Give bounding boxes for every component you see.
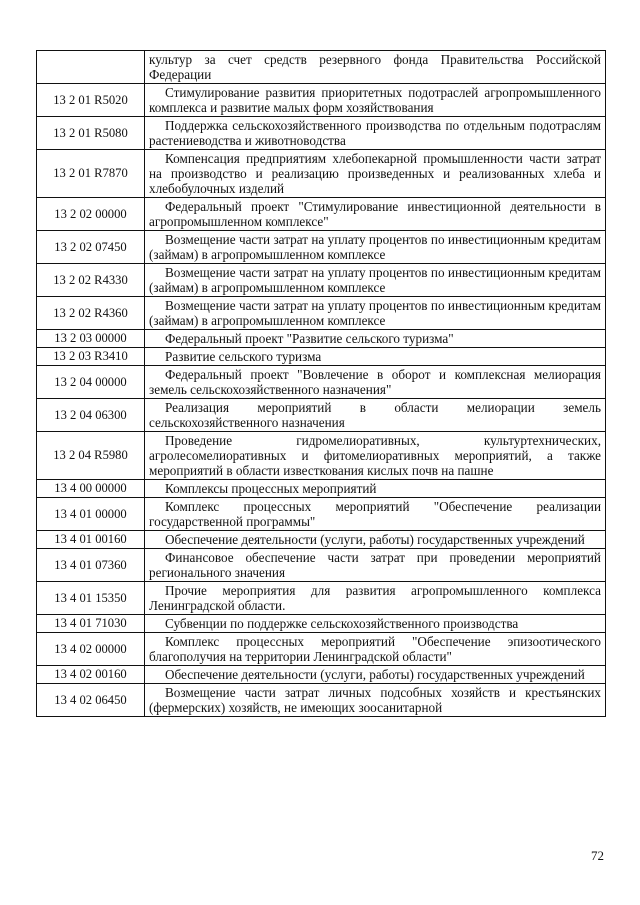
table-row <box>37 582 606 615</box>
table-row <box>37 549 606 582</box>
table-row <box>37 432 606 480</box>
description-cell: Возмещение части затрат на уплату процентов по инвестиционным кредитам (займам) в агропромышленном комплексе <box>145 231 606 264</box>
code-cell: 13 4 01 00000 <box>37 498 145 531</box>
description-cell: культур за счет средств резервного фонда Правительства Российской Федерации <box>145 51 606 84</box>
code-cell: 13 2 01 R5020 <box>37 84 145 117</box>
description-cell: Федеральный проект "Стимулирование инвестиционной деятельности в агропромышленном комплексе" <box>145 198 606 231</box>
description-cell: Финансовое обеспечение части затрат при проведении мероприятий регионального значения <box>145 549 606 582</box>
table-row <box>37 480 606 498</box>
table-row <box>37 531 606 549</box>
code-cell: 13 2 03 00000 <box>37 330 145 348</box>
description-cell: Развитие сельского туризма <box>145 348 606 366</box>
table-row <box>37 117 606 150</box>
code-cell: 13 2 02 00000 <box>37 198 145 231</box>
code-cell: 13 2 01 R5080 <box>37 117 145 150</box>
table-row <box>37 330 606 348</box>
code-cell: 13 2 02 R4360 <box>37 297 145 330</box>
table-row <box>37 297 606 330</box>
code-cell: 13 2 04 00000 <box>37 366 145 399</box>
description-cell: Федеральный проект "Развитие сельского туризма" <box>145 330 606 348</box>
description-cell: Проведение гидромелиоративных, культуртехнических, агролесомелиоративных и фитомелиоративных мероприятий, а также мероприятий в области известкования кислых почв на пашне <box>145 432 606 480</box>
table-row <box>37 366 606 399</box>
table-row <box>37 633 606 666</box>
code-cell: 13 2 04 06300 <box>37 399 145 432</box>
table-row <box>37 684 606 717</box>
description-cell: Реализация мероприятий в области мелиорации земель сельскохозяйственного назначения <box>145 399 606 432</box>
description-cell: Поддержка сельскохозяйственного производства по отдельным подотраслям растениеводства и животноводства <box>145 117 606 150</box>
code-cell: 13 4 00 00000 <box>37 480 145 498</box>
code-cell: 13 4 01 71030 <box>37 615 145 633</box>
code-cell: 13 4 02 06450 <box>37 684 145 717</box>
description-cell: Федеральный проект "Вовлечение в оборот и комплексная мелиорация земель сельскохозяйственного назначения" <box>145 366 606 399</box>
table-row <box>37 498 606 531</box>
description-cell: Возмещение части затрат личных подсобных хозяйств и крестьянских (фермерских) хозяйств, не имеющих зоосанитарной <box>145 684 606 717</box>
code-cell: 13 2 03 R3410 <box>37 348 145 366</box>
table-row <box>37 198 606 231</box>
code-cell: 13 2 02 R4330 <box>37 264 145 297</box>
description-cell: Комплекс процессных мероприятий "Обеспечение эпизоотического благополучия на территории Ленинградской области" <box>145 633 606 666</box>
code-cell: 13 4 01 07360 <box>37 549 145 582</box>
description-cell: Комплексы процессных мероприятий <box>145 480 606 498</box>
table-row <box>37 615 606 633</box>
description-cell: Стимулирование развития приоритетных подотраслей агропромышленного комплекса и развитие малых форм хозяйствования <box>145 84 606 117</box>
description-cell: Возмещение части затрат на уплату процентов по инвестиционным кредитам (займам) в агропромышленном комплексе <box>145 264 606 297</box>
code-cell <box>37 51 145 84</box>
table-row <box>37 399 606 432</box>
code-cell: 13 2 04 R5980 <box>37 432 145 480</box>
code-cell: 13 4 02 00160 <box>37 666 145 684</box>
description-cell: Комплекс процессных мероприятий "Обеспечение реализации государственной программы" <box>145 498 606 531</box>
description-cell: Субвенции по поддержке сельскохозяйственного производства <box>145 615 606 633</box>
description-cell: Обеспечение деятельности (услуги, работы) государственных учреждений <box>145 531 606 549</box>
code-cell: 13 4 01 15350 <box>37 582 145 615</box>
code-cell: 13 2 01 R7870 <box>37 150 145 198</box>
code-cell: 13 4 01 00160 <box>37 531 145 549</box>
table-row <box>37 348 606 366</box>
table-row <box>37 264 606 297</box>
budget-classification-table <box>36 50 606 717</box>
table-row <box>37 84 606 117</box>
code-cell: 13 2 02 07450 <box>37 231 145 264</box>
description-cell: Прочие мероприятия для развития агропромышленного комплекса Ленинградской области. <box>145 582 606 615</box>
description-cell: Компенсация предприятиям хлебопекарной промышленности части затрат на производство и реализацию произведенных и реализованных хлеба и хлебобулочных изделий <box>145 150 606 198</box>
table-row <box>37 51 606 84</box>
table-row <box>37 150 606 198</box>
description-cell: Возмещение части затрат на уплату процентов по инвестиционным кредитам (займам) в агропромышленном комплексе <box>145 297 606 330</box>
code-cell: 13 4 02 00000 <box>37 633 145 666</box>
table-row <box>37 231 606 264</box>
table-row <box>37 666 606 684</box>
page-number: 72 <box>591 848 604 863</box>
description-cell: Обеспечение деятельности (услуги, работы) государственных учреждений <box>145 666 606 684</box>
